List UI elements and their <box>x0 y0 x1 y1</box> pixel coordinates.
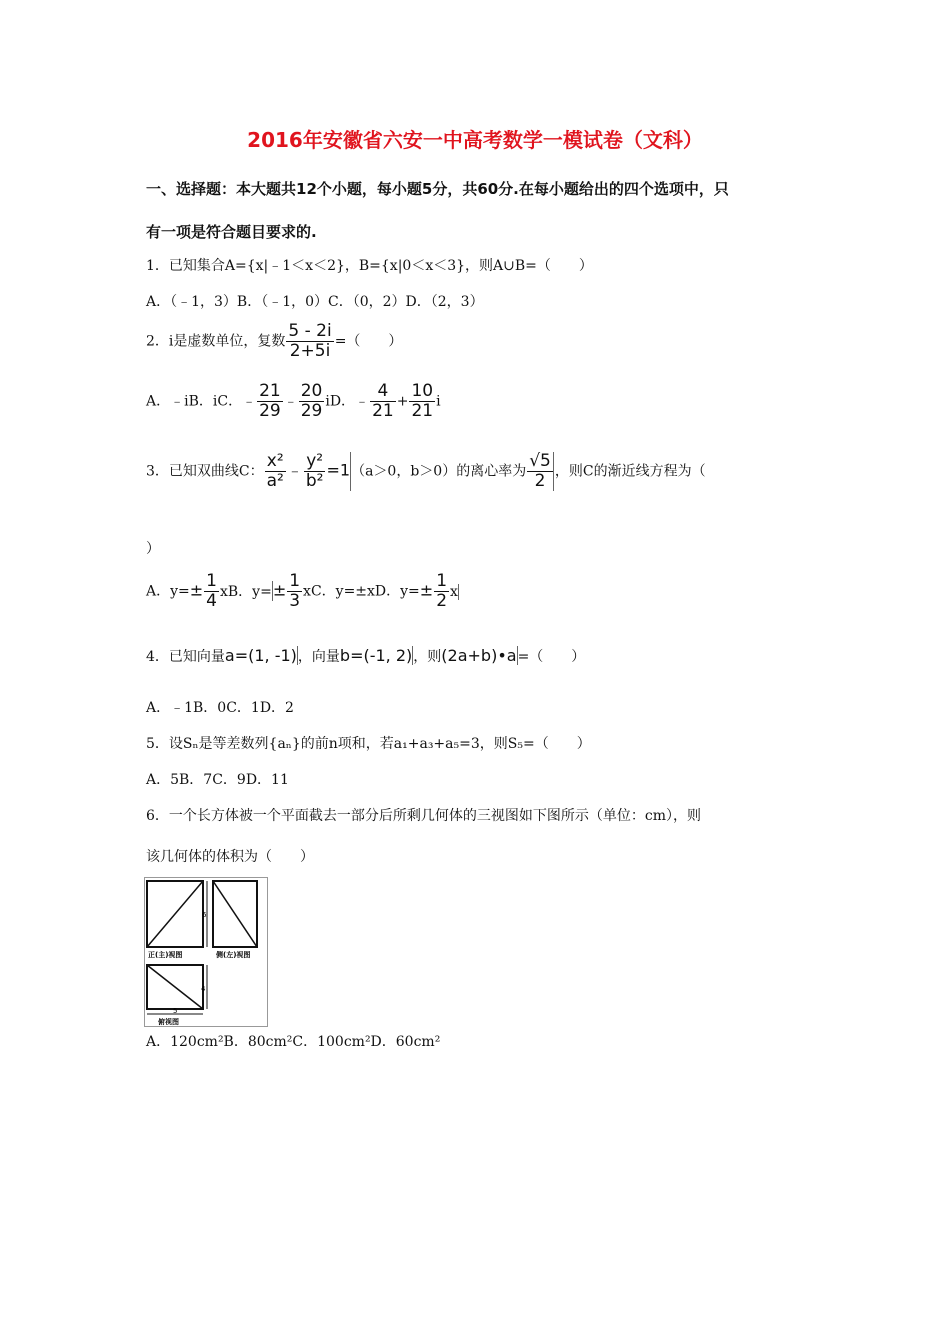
q2-fraction <box>286 322 333 361</box>
question-3-stem <box>146 452 706 491</box>
top-view-label: 俯视图 <box>158 1018 179 1026</box>
question-6-options: A．120cm²B．80cm²C．100cm²D．60cm² <box>146 1034 441 1050</box>
q2-c1-num: 21 <box>259 381 281 401</box>
q3-frac-d <box>434 572 449 611</box>
section-heading-line2: 有一项是符合题目要求的. <box>146 223 317 241</box>
question-1-options: A．（﹣1，3）B．（﹣1，0）C．（0，2）D．（2，3） <box>146 294 484 310</box>
q4-mid: ，向量 <box>297 649 340 665</box>
question-6-line1: 6．一个长方体被一个平面截去一部分后所剩几何体的三视图如下图所示（单位：cm），则 <box>146 808 702 824</box>
q3-x-den: a² <box>266 471 284 491</box>
three-view-drawing <box>144 877 268 1027</box>
dim-label-6: 6 <box>202 911 207 919</box>
q2-tail: i <box>436 393 441 410</box>
q2-stem-pre: 2．i是虚数单位，复数 <box>146 333 286 350</box>
q3-a-num: 1 <box>206 571 217 591</box>
front-view-diagonal <box>147 881 203 947</box>
q4-stem-pre: 4．已知向量 <box>146 649 225 665</box>
q2-frac-c1 <box>257 382 283 421</box>
q2-frac-d1 <box>370 382 396 421</box>
dim-label-4: 4 <box>201 985 206 993</box>
q3-d-den: 2 <box>436 591 448 611</box>
q3-stem-pre: 3．已知双曲线C： <box>146 463 264 480</box>
q3-e-den: 2 <box>534 471 546 491</box>
q2-frac-num: 5 - 2i <box>288 321 332 341</box>
question-1-stem: 1．已知集合A={x|﹣1＜x＜2}，B={x|0＜x＜3}，则A∪B=（ ） <box>146 258 593 274</box>
q3-eq: =1 <box>326 460 351 480</box>
q2-stem-post: =（ ） <box>334 333 403 350</box>
q2-plus: + <box>396 393 409 410</box>
q3-d-tail: x <box>450 583 458 600</box>
question-4-stem <box>146 646 585 666</box>
question-2-options <box>146 382 441 421</box>
q3-x-num: x² <box>265 452 286 472</box>
q3-pm-b: ± <box>272 580 287 600</box>
side-view-label: 侧(左)视图 <box>216 951 251 959</box>
question-3-options <box>146 572 459 611</box>
q3-b-num: 1 <box>289 571 301 591</box>
question-5-stem: 5．设Sₙ是等差数列{aₙ}的前n项和，若a₁+a₃+a₅=3，则S₅=（ ） <box>146 736 591 752</box>
q2-c2-num: 20 <box>300 381 323 401</box>
q2-d2-den: 21 <box>411 401 434 421</box>
q2-frac-d2 <box>409 382 435 421</box>
dim-label-5: 5 <box>173 1007 178 1015</box>
q2-d1-den: 21 <box>372 401 394 421</box>
q4-vector-a: a=(1, -1) <box>224 646 297 665</box>
question-5-options: A．5B．7C．9D．11 <box>146 772 289 788</box>
page-title: 2016年安徽省六安一中高考数学一模试卷（文科） <box>247 128 703 152</box>
q2-frac-c2 <box>299 382 325 421</box>
q4-vector-b: b=(-1, 2) <box>339 646 413 665</box>
q3-y-den: b² <box>305 471 324 491</box>
q3-d-num: 1 <box>436 571 448 591</box>
q3-pm-a: ± <box>189 580 204 600</box>
q2-d1-num: 4 <box>370 382 396 402</box>
question-4-options: A．﹣1B．0C．1D．2 <box>146 700 294 716</box>
q3-frac-a <box>204 572 219 611</box>
q3-frac-x <box>265 452 286 491</box>
q3-frac-y <box>304 452 326 491</box>
q2-c2-den: 29 <box>300 401 323 421</box>
q2-mid: ﹣ <box>283 393 298 410</box>
q3-frac-e <box>527 452 554 491</box>
q3-stem-post: ，则C的渐近线方程为（ <box>554 463 706 480</box>
q2-d2-num: 10 <box>411 381 434 401</box>
q3-hyperbola-equation <box>264 452 351 491</box>
q3-e-num: √5 <box>529 451 551 471</box>
q2-frac-den: 2+5i <box>289 341 331 361</box>
q3-a-tail: xB．y= <box>220 581 273 601</box>
q4-expression: (2a+b)•a <box>441 646 517 665</box>
q3-pm-d: ± <box>419 580 434 600</box>
q4-mid2: ，则 <box>413 649 442 665</box>
q3-y-num: y² <box>304 452 326 472</box>
front-view-label: 正(主)视图 <box>148 951 183 959</box>
side-view-diagonal <box>213 881 257 947</box>
question-6-line2: 该几何体的体积为（ ） <box>146 849 314 865</box>
q3-minus: ﹣ <box>286 460 303 480</box>
q3-frac-b <box>287 572 302 611</box>
three-view-figure <box>144 877 268 1027</box>
q3-b-den: 3 <box>289 591 301 611</box>
q3-a-den: 4 <box>206 591 217 611</box>
question-2-stem <box>146 322 402 361</box>
section-heading-line1: 一、选择题：本大题共12个小题，每小题5分，共60分.在每小题给出的四个选项中，只 <box>146 180 729 198</box>
q3-b-tail: xC．y=±xD．y= <box>303 583 420 600</box>
q2-opt-d: iD．﹣ <box>325 393 370 410</box>
q3-cond: （a＞0，b＞0）的离心率为 <box>351 463 527 480</box>
question-3-stem-close: ） <box>146 541 160 557</box>
q3-opt-a: A．y= <box>146 583 190 600</box>
top-view-diagonal <box>147 965 203 1009</box>
q4-stem-post: =（ ） <box>517 649 586 665</box>
q2-opt-a: A．﹣iB．iC．﹣ <box>146 393 257 410</box>
q2-c1-den: 29 <box>259 401 281 421</box>
